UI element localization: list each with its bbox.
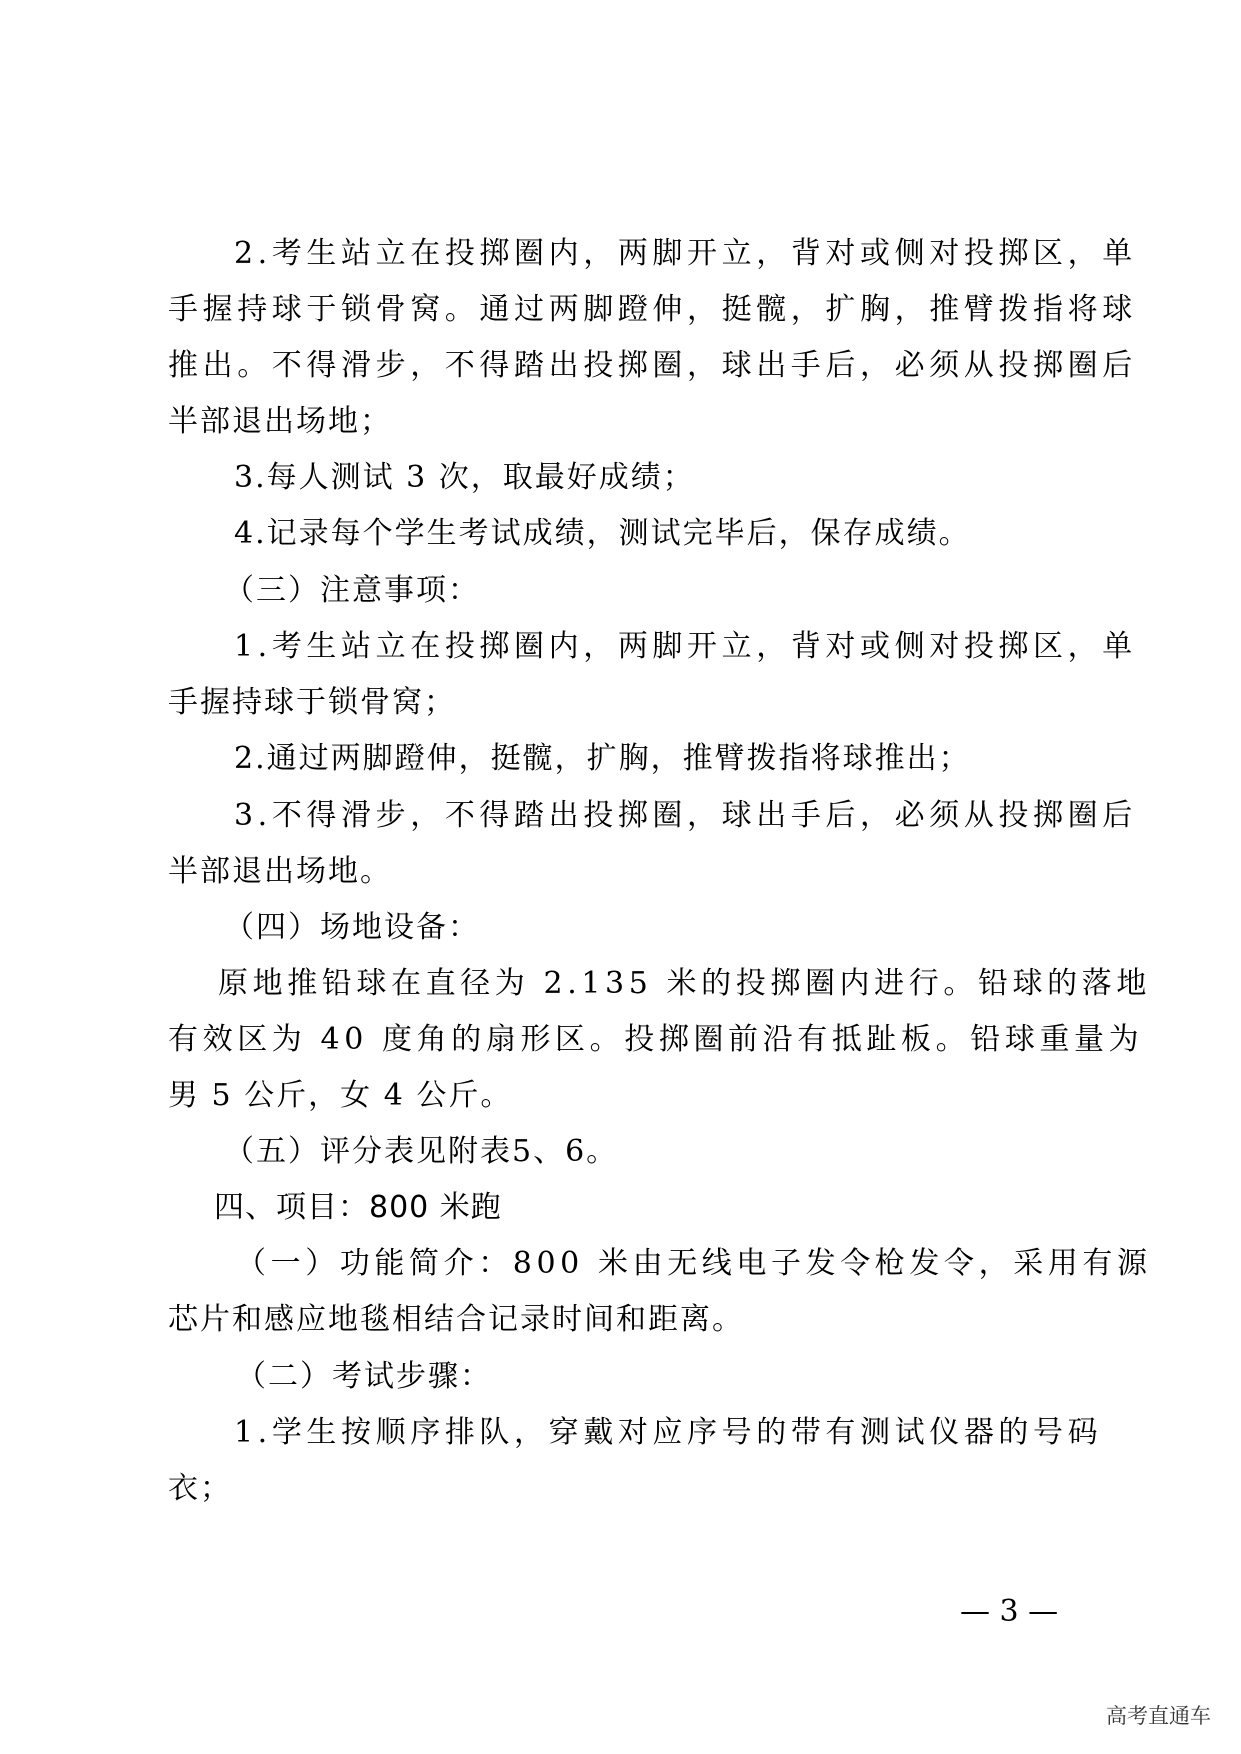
watermark: 高考直通车: [1106, 1704, 1211, 1728]
body-line: （一）功能简介：800 米由无线电子发令枪发令，采用有源: [236, 1246, 1152, 1281]
body-line: 4.记录每个学生考试成绩，测试完毕后，保存成绩。: [234, 516, 971, 551]
body-line: 衣；: [168, 1471, 232, 1506]
section-heading: （四）场地设备：: [224, 910, 480, 945]
body-line: 2.通过两脚蹬伸，挺髋，扩胸，推臂拨指将球推出；: [234, 741, 971, 776]
body-line: 2.考生站立在投掷圈内，两脚开立，背对或侧对投掷区，单: [234, 236, 1137, 271]
body-line: 手握持球于锁骨窝。通过两脚蹬伸，挺髋，扩胸，推臂拨指将球: [168, 292, 1137, 327]
body-line: 1.学生按顺序排队，穿戴对应序号的带有测试仪器的号码: [234, 1415, 1103, 1450]
section-heading: （三）注意事项：: [224, 573, 480, 608]
section-heading: （五）评分表见附表5、6。: [224, 1134, 619, 1169]
body-line: 3.每人测试 3 次，取最好成绩；: [234, 460, 695, 495]
body-line: 半部退出场地；: [168, 404, 392, 439]
body-line: 推出。不得滑步，不得踏出投掷圈，球出手后，必须从投掷圈后: [168, 348, 1137, 383]
body-line: 男 5 公斤，女 4 公斤。: [168, 1078, 513, 1113]
item-heading: 四、项目：800 米跑: [214, 1190, 502, 1225]
body-line: 1.考生站立在投掷圈内，两脚开立，背对或侧对投掷区，单: [234, 629, 1137, 664]
body-line: 有效区为 40 度角的扇形区。投掷圈前沿有抵趾板。铅球重量为: [168, 1022, 1144, 1057]
body-line: 手握持球于锁骨窝；: [168, 685, 456, 720]
body-line: 原地推铅球在直径为 2.135 米的投掷圈内进行。铅球的落地: [218, 966, 1151, 1001]
body-line: 芯片和感应地毯相结合记录时间和距离。: [168, 1302, 744, 1337]
section-heading: （二）考试步骤：: [236, 1359, 492, 1394]
body-line: 半部退出场地。: [168, 854, 392, 889]
body-line: 3.不得滑步，不得踏出投掷圈，球出手后，必须从投掷圈后: [234, 798, 1137, 833]
page-number: — 3 —: [960, 1594, 1059, 1629]
